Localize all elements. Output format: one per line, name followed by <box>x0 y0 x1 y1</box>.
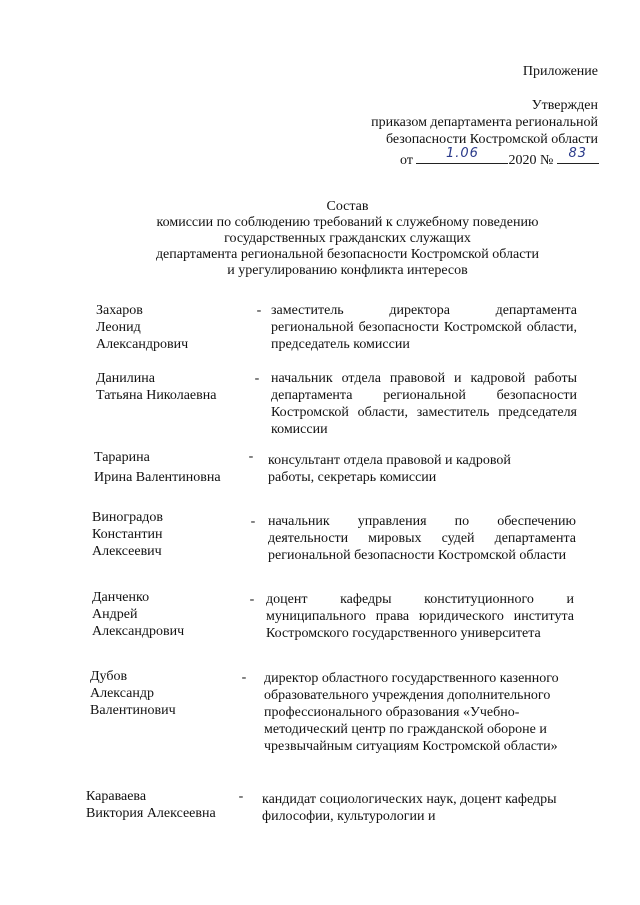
title-line-4: департамента региональной безопасности Костромской области <box>155 247 540 262</box>
title-line-2: комиссии по соблюдению требований к служебному поведению <box>156 215 539 230</box>
member-5-dash: - <box>249 592 255 607</box>
member-1-name: Захаров Леонид Александрович <box>96 303 189 352</box>
member-3-role: консультант отдела правовой и кадровой работы, секретарь комиссии <box>268 453 511 485</box>
number-handwritten-field <box>557 148 599 164</box>
member-7-dash: - <box>238 789 244 804</box>
title-line-1: Состав <box>326 199 369 214</box>
member-2-name: Данилина Татьяна Николаевна <box>96 371 217 403</box>
year-number-label: 2020 № <box>508 153 554 168</box>
title-block <box>100 199 595 279</box>
member-3-name: Тарарина Ирина Валентиновна <box>94 450 221 485</box>
number-handwritten: 83 <box>568 146 588 161</box>
order-line-1: приказом департамента региональной <box>371 115 598 130</box>
order-date-line <box>400 148 599 169</box>
order-line-2: безопасности Костромской области <box>385 132 598 147</box>
member-6-dash: - <box>241 670 247 685</box>
date-prefix: от <box>400 153 413 168</box>
date-handwritten: 1.06 <box>445 146 479 161</box>
member-5-role: доцент кафедры конституционного и муниципального права юридического института Костромского государственного университета <box>266 592 574 641</box>
member-1-dash: - <box>256 303 262 318</box>
member-4-name: Виноградов Константин Алексеевич <box>92 510 164 559</box>
member-4-role: начальник управления по обеспечению деятельности мировых судей департамента региональной безопасности Костромской области <box>268 514 576 563</box>
member-1-role: заместитель директора департамента региональной безопасности Костромской области, председатель комиссии <box>271 303 577 352</box>
member-5-name: Данченко Андрей Александрович <box>92 590 185 639</box>
member-4-dash: - <box>250 514 256 529</box>
member-3-dash: - <box>248 449 254 464</box>
member-2-role: начальник отдела правовой и кадровой работы департамента региональной безопасности Костромской области, заместитель председателя комиссии <box>271 371 577 437</box>
member-2-dash: - <box>254 371 260 386</box>
date-handwritten-field <box>416 148 508 164</box>
member-6-name: Дубов Александр Валентинович <box>90 669 176 718</box>
appendix-label: Приложение <box>522 64 598 79</box>
title-line-3: государственных гражданских служащих <box>224 231 471 246</box>
approved-label: Утвержден <box>531 98 598 113</box>
member-6-role: директор областного государственного казенного образовательного учреждения дополнительного профессионального образования «Учебно-методический центр по гражданской обороне и чрезвычайным ситуациям Костромской области» <box>264 671 559 754</box>
member-7-name: Караваева Виктория Алексеевна <box>86 789 216 821</box>
title-line-5: и урегулированию конфликта интересов <box>227 263 468 278</box>
member-7-role: кандидат социологических наук, доцент кафедры философии, культурологии и <box>262 792 557 824</box>
